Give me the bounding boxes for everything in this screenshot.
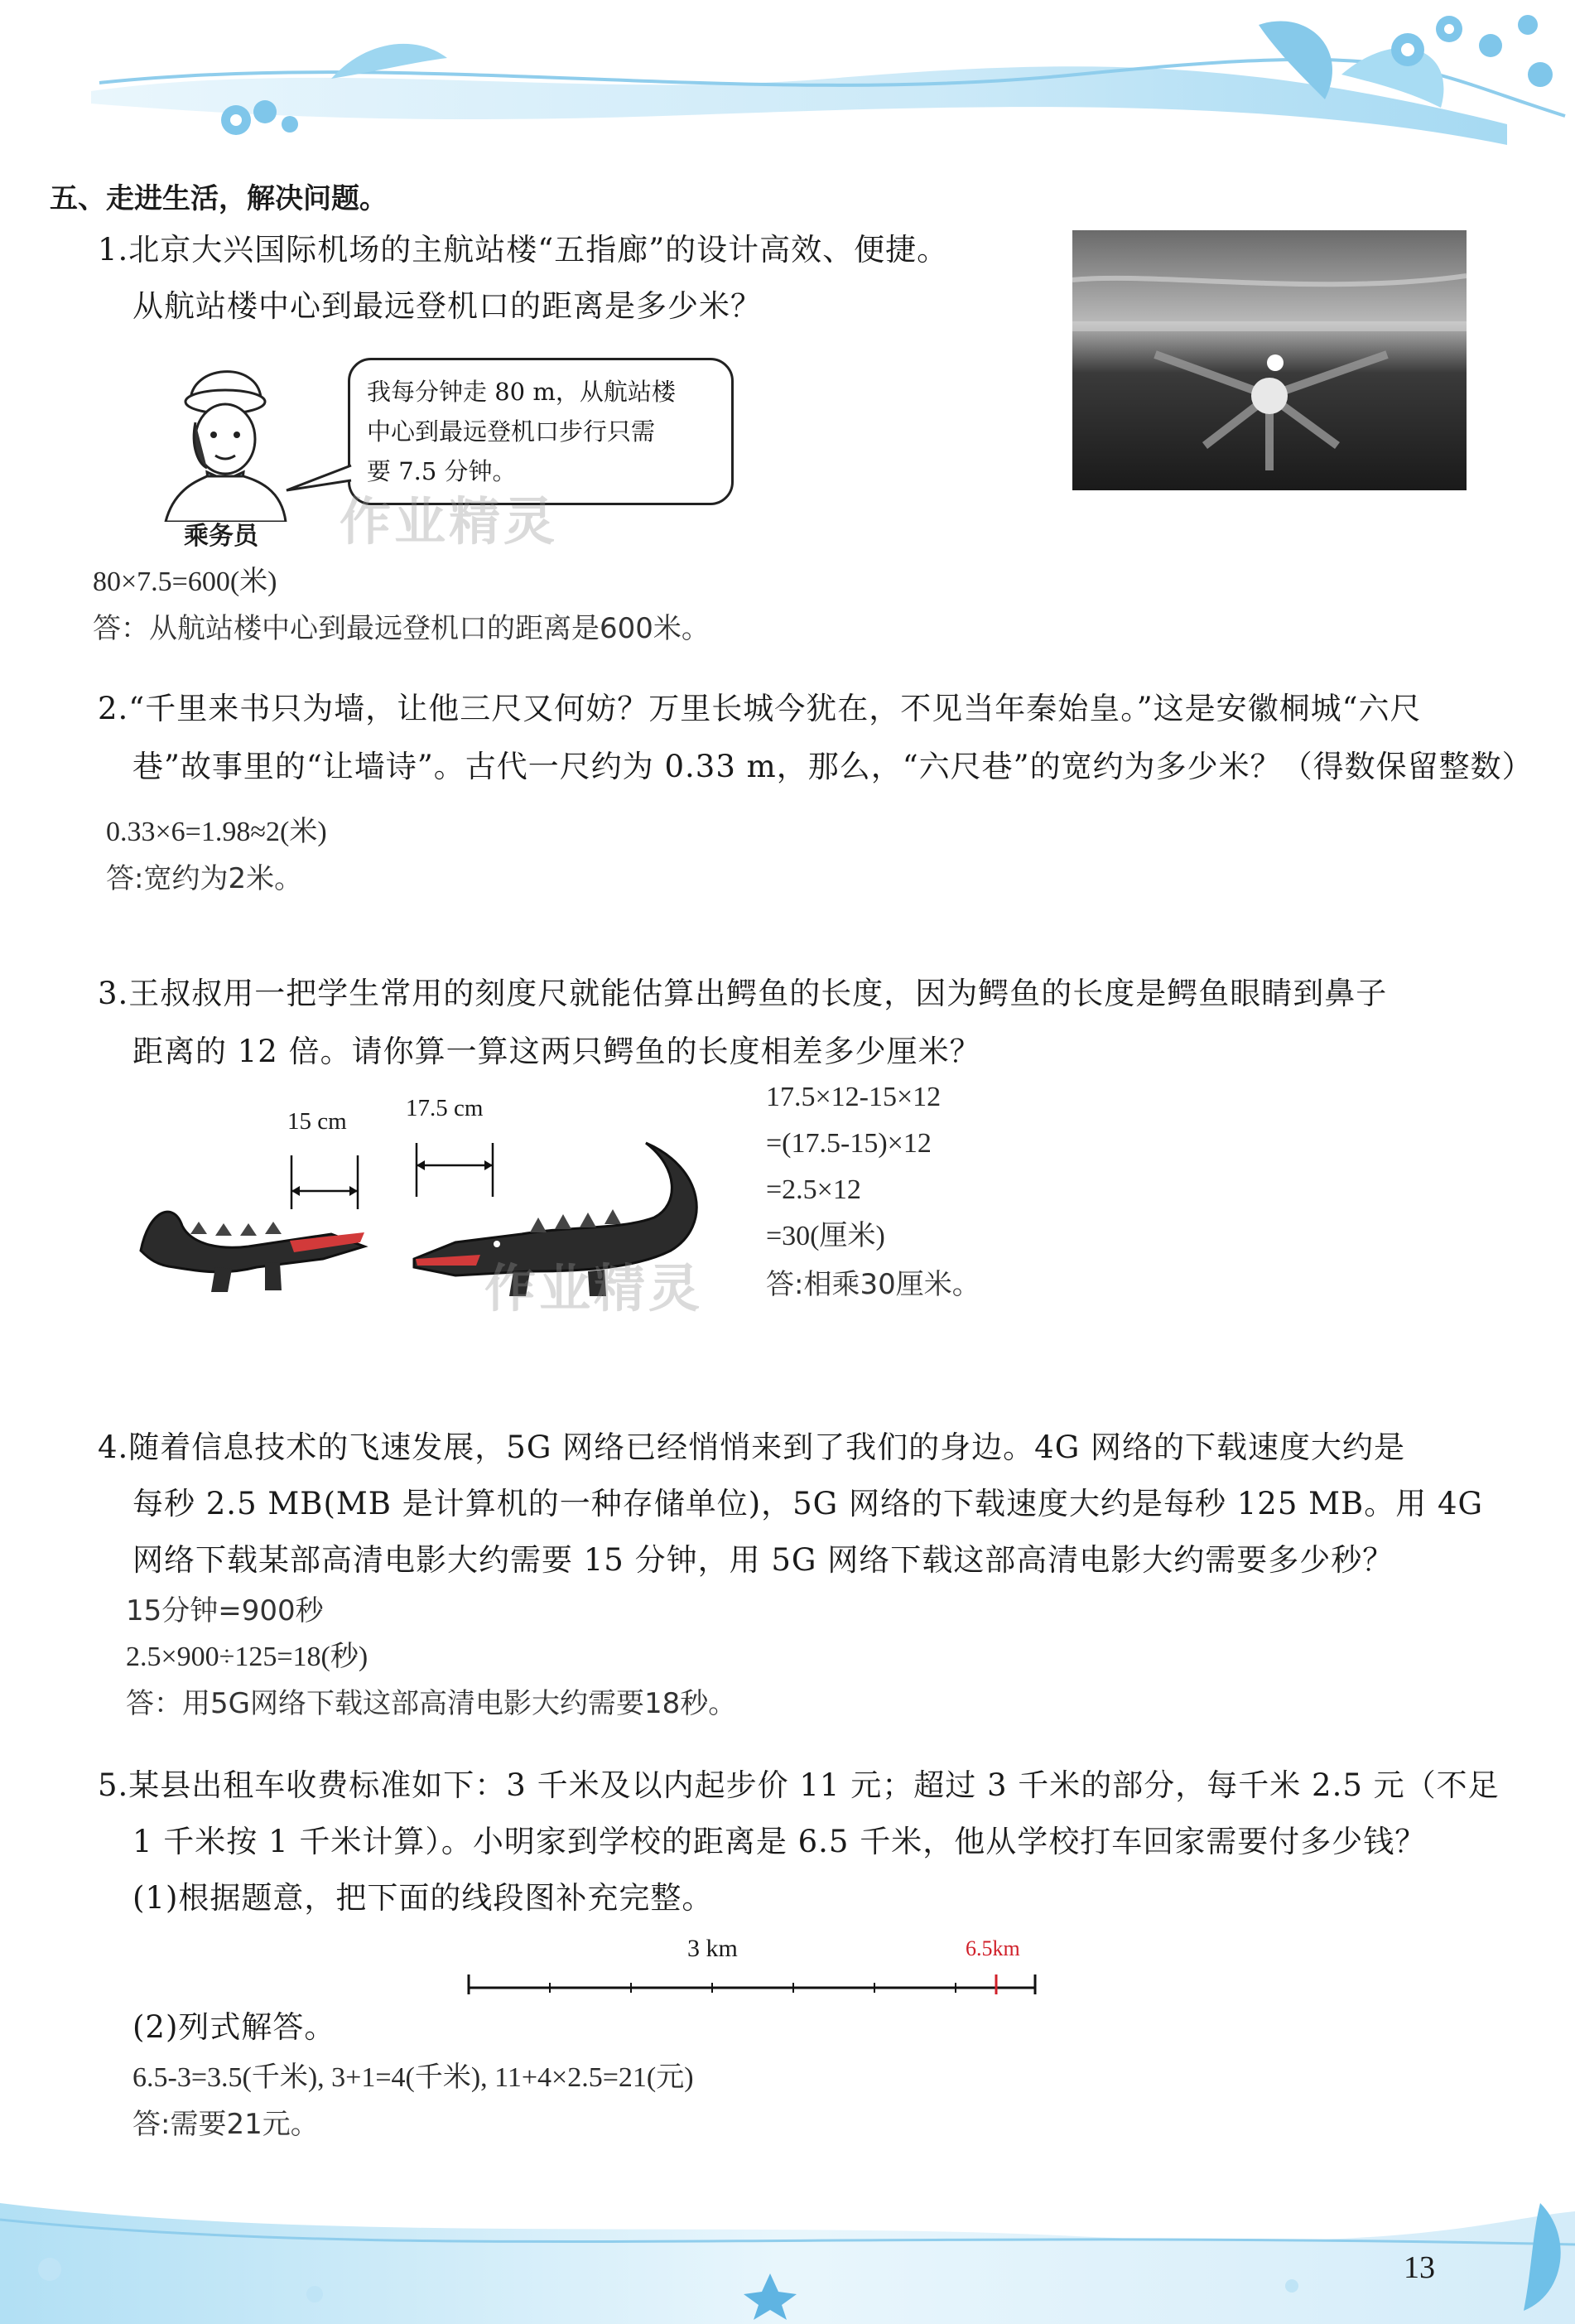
q4-answer-text: 答：用5G网络下载这部高清电影大约需要18秒。 [126,1687,737,1720]
person-label: 乘务员 [184,522,258,551]
bubble-line: 中心到最远登机口步行只需 [367,417,656,446]
q2-answer-calc: 0.33×6=1.98≈2(米) [106,817,327,847]
q3-text-line1: 3.王叔叔用一把学生常用的刻度尺就能估算出鳄鱼的长度，因为鳄鱼的长度是鳄鱼眼睛到鼻子 [98,976,1388,1011]
q3-answer-text: 答:相乘30厘米。 [766,1268,980,1301]
q3-work-2: =(17.5-15)×12 [766,1128,932,1159]
q4-work-2: 2.5×900÷125=18(秒) [126,1642,368,1672]
q1-answer-text: 答：从航站楼中心到最远登机口的距离是600米。 [93,612,710,645]
q4-text-line1: 4.随着信息技术的飞速发展，5G 网络已经悄悄来到了我们的身边。4G 网络的下载速度大约是 [98,1430,1406,1465]
q5-sub2: (2)列式解答。 [132,2009,336,2045]
q5-text-line1: 5.某县出租车收费标准如下：3 千米及以内起步价 11 元；超过 3 千米的部分，每千米 2.5 元（不足 [98,1767,1500,1803]
top-decoration [0,0,1575,166]
q4-text-line3: 网络下载某部高清电影大约需要 15 分钟，用 5G 网络下载这部高清电影大约需要多少秒？ [132,1542,1394,1578]
segment-diagram [464,1963,1043,2004]
watermark: 作业精灵 [340,491,559,552]
q2-text-line1: 2.“千里来书只为墙，让他三尺又何妨？万里长城今犹在，不见当年秦始皇。”这是安徽桐城“六尺 [98,691,1422,726]
q4-work-1: 15分钟=900秒 [126,1594,324,1627]
q2-text-line2: 巷”故事里的“让墙诗”。古代一尺约为 0.33 m，那么，“六尺巷”的宽约为多少米？（得数保留整数） [132,749,1534,784]
q5-answer-calc: 6.5-3=3.5(千米), 3+1=4(千米), 11+4×2.5=21(元) [132,2062,694,2093]
q5-text-line2: 1 千米按 1 千米计算）。小明家到学校的距离是 6.5 千米，他从学校打车回家需要付多少钱？ [132,1824,1427,1859]
q3-work-1: 17.5×12-15×12 [766,1082,942,1112]
diagram-label-6-5km: 6.5km [966,1936,1020,1960]
q5-answer-text: 答:需要21元。 [132,2108,319,2141]
bubble-line: 要 7.5 分钟。 [367,457,517,485]
q5-sub1: (1)根据题意，把下面的线段图补充完整。 [132,1880,714,1916]
croc1-label: 15 cm [287,1108,347,1135]
measure-15cm [282,1143,373,1209]
bottom-decoration [0,2170,1575,2324]
q1-text-line1: 1.北京大兴国际机场的主航站楼“五指廊”的设计高效、便捷。 [98,232,949,268]
q3-work-4: =30(厘米) [766,1221,885,1251]
watermark: 作业精灵 [484,1258,704,1319]
q1-text-line2: 从航站楼中心到最远登机口的距离是多少米？ [132,288,762,324]
page-number: 13 [1404,2250,1435,2285]
flight-attendant-illustration [157,356,290,522]
section-title: 五、走进生活，解决问题。 [50,182,388,215]
bubble-line: 我每分钟走 80 m，从航站楼 [367,378,676,406]
q3-work-3: =2.5×12 [766,1174,861,1205]
croc2-label: 17.5 cm [406,1095,484,1121]
q2-answer-text: 答:宽约为2米。 [106,862,303,895]
q1-answer-calc: 80×7.5=600(米) [93,567,277,597]
diagram-label-3km: 3 km [687,1935,738,1962]
q4-text-line2: 每秒 2.5 MB(MB 是计算机的一种存储单位)，5G 网络的下载速度大约是每秒 125 MB。用 4G [132,1486,1484,1521]
q3-text-line2: 距离的 12 倍。请你算一算这两只鳄鱼的长度相差多少厘米？ [132,1034,981,1069]
airport-photo [1072,230,1467,490]
measure-17-5cm [410,1131,501,1197]
